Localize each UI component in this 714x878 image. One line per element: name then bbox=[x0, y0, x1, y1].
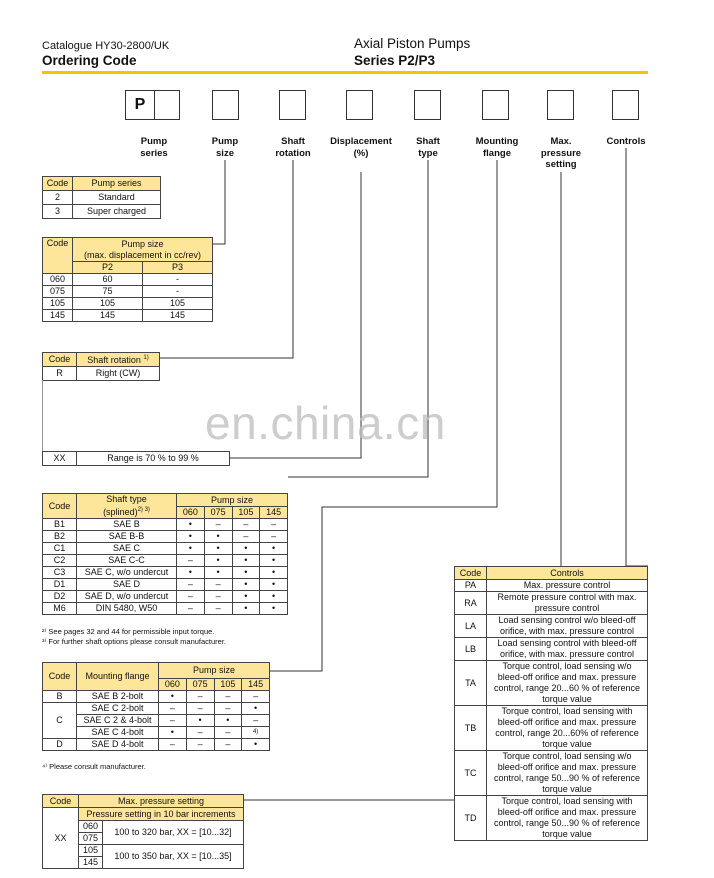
table-cell: • bbox=[260, 591, 288, 603]
table-cell: XX bbox=[43, 808, 79, 869]
table-cell: SAE C, w/o undercut bbox=[77, 567, 177, 579]
table-cell: M6 bbox=[43, 603, 77, 615]
footnote: ³⁾ For further shaft options please consult manufacturer. bbox=[42, 637, 227, 646]
table-cell: 075 bbox=[43, 286, 73, 298]
table-cell: 105 bbox=[43, 298, 73, 310]
table-cell: – bbox=[186, 703, 214, 715]
table-cell: 105 bbox=[73, 298, 143, 310]
table-cell: 145 bbox=[79, 857, 103, 869]
table-cell: RA bbox=[455, 592, 487, 615]
table-cell: • bbox=[204, 555, 232, 567]
table-cell: – bbox=[242, 715, 270, 727]
table-cell: • bbox=[204, 567, 232, 579]
table-cell: 060 bbox=[79, 821, 103, 833]
table-cell: SAE B-B bbox=[77, 531, 177, 543]
label-controls: Controls bbox=[606, 136, 646, 147]
footnote: ⁴⁾ Please consult manufacturer. bbox=[42, 762, 146, 771]
table-header bbox=[77, 353, 160, 367]
table-header-text: Shaft rotation bbox=[87, 355, 141, 365]
table-cell: 145 bbox=[143, 310, 213, 322]
series-title: Series P2/P3 bbox=[354, 53, 436, 68]
table-cell: D bbox=[43, 739, 77, 751]
table-header-text: Shaft type (splined) bbox=[103, 494, 147, 517]
table-cell: Torque control, load sensing w/o bleed-off orifice and max. pressure control, range 20...60 % of reference torque value bbox=[487, 661, 648, 706]
table-subheader: Pressure setting in 10 bar increments bbox=[79, 808, 244, 821]
table-row bbox=[455, 796, 648, 841]
table-cell: C2 bbox=[43, 555, 77, 567]
code-box-pump-series: P bbox=[125, 90, 155, 120]
table-cell: SAE C bbox=[77, 543, 177, 555]
table-cell: TC bbox=[455, 751, 487, 796]
table-cell: Load sensing control w/o bleed-off orifice, with max. pressure control bbox=[487, 615, 648, 638]
table-subheader: 075 bbox=[204, 507, 232, 519]
label-pump-size: Pump size bbox=[211, 136, 239, 159]
table-cell: SAE D 4-bolt bbox=[77, 739, 159, 751]
table-header: Mounting flange bbox=[77, 663, 159, 691]
table-cell: C1 bbox=[43, 543, 77, 555]
table-row bbox=[455, 751, 648, 796]
table-cell: Remote pressure control with max. pressure control bbox=[487, 592, 648, 615]
table-header: Code bbox=[43, 795, 79, 808]
label-shaft-type: Shaft type bbox=[416, 136, 440, 159]
table-cell: C bbox=[43, 703, 77, 739]
label-max-pressure: Max. pressure setting bbox=[540, 136, 582, 170]
watermark: en.china.cn bbox=[205, 397, 446, 449]
table-cell: Torque control, load sensing w/o bleed-off orifice and max. pressure control, range 50...90 % of reference torque value bbox=[487, 751, 648, 796]
table-cell: SAE C 2 & 4-bolt bbox=[77, 715, 159, 727]
code-box-shaft-type bbox=[414, 90, 441, 120]
table-header: Max. pressure setting bbox=[79, 795, 244, 808]
table-cell: Torque control, load sensing with bleed-off orifice and max. pressure control, range 50...90 % of reference torque value bbox=[487, 796, 648, 841]
table-header: Code bbox=[43, 663, 77, 691]
code-box-max-pressure bbox=[547, 90, 574, 120]
code-box-mounting-flange bbox=[482, 90, 509, 120]
table-cell: 145 bbox=[73, 310, 143, 322]
table-cell: • bbox=[260, 603, 288, 615]
table-cell: – bbox=[204, 579, 232, 591]
table-border bbox=[42, 380, 43, 452]
table-cell: • bbox=[177, 567, 205, 579]
section-title: Ordering Code bbox=[42, 53, 137, 68]
table-cell: - bbox=[143, 274, 213, 286]
pump-size-table bbox=[42, 237, 213, 322]
table-cell: – bbox=[214, 739, 242, 751]
table-cell: Load sensing control with bleed-off orifice, with max. pressure control bbox=[487, 638, 648, 661]
table-cell: – bbox=[214, 703, 242, 715]
table-cell: R bbox=[43, 367, 77, 381]
table-cell: 060 bbox=[43, 274, 73, 286]
shaft-type-table bbox=[42, 493, 288, 615]
table-cell: 105 bbox=[79, 845, 103, 857]
table-subheader: P2 bbox=[73, 262, 143, 274]
table-cell: 100 to 320 bar, XX = [10...32] bbox=[103, 821, 244, 845]
table-subheader: 060 bbox=[159, 679, 187, 691]
table-cell: TA bbox=[455, 661, 487, 706]
table-cell: Torque control, load sensing with bleed-off orifice and max. pressure control, range 20...60% of reference torque value bbox=[487, 706, 648, 751]
table-cell: TB bbox=[455, 706, 487, 751]
table-row bbox=[43, 543, 288, 555]
table-cell: • bbox=[204, 531, 232, 543]
table-cell: – bbox=[159, 739, 187, 751]
table-cell: 3 bbox=[43, 205, 73, 219]
table-cell: – bbox=[204, 603, 232, 615]
label-displacement: Displacement (%) bbox=[330, 136, 392, 159]
code-box-displacement bbox=[346, 90, 373, 120]
table-row bbox=[43, 579, 288, 591]
table-cell: • bbox=[177, 531, 205, 543]
table-cell: • bbox=[242, 703, 270, 715]
table-cell: – bbox=[204, 591, 232, 603]
table-cell: – bbox=[177, 579, 205, 591]
table-row bbox=[455, 580, 648, 592]
table-cell: – bbox=[214, 727, 242, 739]
table-row bbox=[43, 591, 288, 603]
table-cell: – bbox=[177, 591, 205, 603]
table-cell: • bbox=[232, 555, 260, 567]
table-cell: • bbox=[260, 567, 288, 579]
table-header: Code bbox=[43, 177, 73, 191]
table-cell: SAE B 2-bolt bbox=[77, 691, 159, 703]
table-cell: • bbox=[159, 691, 187, 703]
table-cell: – bbox=[232, 531, 260, 543]
table-cell: – bbox=[186, 739, 214, 751]
table-cell: TD bbox=[455, 796, 487, 841]
table-cell: D2 bbox=[43, 591, 77, 603]
mounting-flange-table bbox=[42, 662, 270, 751]
footnote-ref: 2) 3) bbox=[137, 507, 150, 513]
table-row bbox=[43, 603, 288, 615]
table-cell: D1 bbox=[43, 579, 77, 591]
table-cell: SAE D bbox=[77, 579, 177, 591]
label-shaft-rotation: Shaft rotation bbox=[275, 136, 311, 159]
table-header: Code bbox=[43, 238, 73, 274]
product-title: Axial Piston Pumps bbox=[354, 36, 471, 51]
table-subheader: 075 bbox=[186, 679, 214, 691]
code-box-controls bbox=[612, 90, 639, 120]
table-row bbox=[455, 592, 648, 615]
table-cell: B bbox=[43, 691, 77, 703]
table-cell: Super charged bbox=[73, 205, 161, 219]
table-subheader: 060 bbox=[177, 507, 205, 519]
table-cell: 4) bbox=[242, 727, 270, 739]
table-cell: • bbox=[260, 579, 288, 591]
table-cell: • bbox=[214, 715, 242, 727]
shaft-rotation-table bbox=[42, 352, 160, 381]
table-cell: • bbox=[177, 519, 205, 531]
table-header: Pump size (max. displacement in cc/rev) bbox=[73, 238, 213, 262]
table-row bbox=[43, 531, 288, 543]
table-header: Code bbox=[43, 494, 77, 519]
table-header: Pump series bbox=[73, 177, 161, 191]
table-row bbox=[455, 638, 648, 661]
table-cell: B2 bbox=[43, 531, 77, 543]
table-cell: PA bbox=[455, 580, 487, 592]
table-row bbox=[43, 567, 288, 579]
table-cell: • bbox=[186, 715, 214, 727]
table-subheader: 105 bbox=[232, 507, 260, 519]
table-cell: – bbox=[159, 715, 187, 727]
table-cell: • bbox=[232, 603, 260, 615]
table-subheader: P3 bbox=[143, 262, 213, 274]
table-cell: • bbox=[177, 543, 205, 555]
table-cell: – bbox=[204, 519, 232, 531]
table-cell: SAE B bbox=[77, 519, 177, 531]
footnote-ref: 1) bbox=[143, 355, 149, 361]
table-cell: • bbox=[204, 543, 232, 555]
table-cell: • bbox=[159, 727, 187, 739]
code-box-pump-series-digit bbox=[154, 90, 180, 120]
table-row bbox=[455, 661, 648, 706]
table-cell: • bbox=[232, 579, 260, 591]
table-cell: • bbox=[260, 555, 288, 567]
displacement-table bbox=[42, 451, 230, 466]
table-row bbox=[43, 519, 288, 531]
table-cell: – bbox=[186, 691, 214, 703]
table-cell: SAE C 4-bolt bbox=[77, 727, 159, 739]
table-cell: 75 bbox=[73, 286, 143, 298]
table-cell: 100 to 350 bar, XX = [10...35] bbox=[103, 845, 244, 869]
table-cell: – bbox=[177, 555, 205, 567]
table-row bbox=[43, 555, 288, 567]
table-cell: – bbox=[260, 531, 288, 543]
table-cell: – bbox=[260, 519, 288, 531]
table-cell: SAE C 2-bolt bbox=[77, 703, 159, 715]
table-cell: Right (CW) bbox=[77, 367, 160, 381]
table-cell: – bbox=[214, 691, 242, 703]
table-subheader: 145 bbox=[242, 679, 270, 691]
table-cell: DIN 5480, W50 bbox=[77, 603, 177, 615]
table-cell: • bbox=[242, 739, 270, 751]
table-subheader: 105 bbox=[214, 679, 242, 691]
table-cell: Max. pressure control bbox=[487, 580, 648, 592]
table-cell: • bbox=[232, 591, 260, 603]
table-cell: – bbox=[159, 703, 187, 715]
table-cell: – bbox=[242, 691, 270, 703]
controls-table bbox=[454, 566, 648, 841]
table-header: Code bbox=[455, 567, 487, 580]
table-cell: – bbox=[177, 603, 205, 615]
table-cell: SAE C-C bbox=[77, 555, 177, 567]
max-pressure-table bbox=[42, 794, 244, 869]
table-cell: LB bbox=[455, 638, 487, 661]
table-cell: 2 bbox=[43, 191, 73, 205]
code-box-shaft-rotation bbox=[279, 90, 306, 120]
footnote: ²⁾ See pages 32 and 44 for permissible input torque. bbox=[42, 627, 215, 636]
table-row bbox=[455, 615, 648, 638]
table-cell: – bbox=[232, 519, 260, 531]
table-cell: Standard bbox=[73, 191, 161, 205]
table-cell: LA bbox=[455, 615, 487, 638]
catalogue-number: Catalogue HY30-2800/UK bbox=[42, 40, 170, 52]
pump-series-table bbox=[42, 176, 161, 219]
table-cell: SAE D, w/o undercut bbox=[77, 591, 177, 603]
table-cell: • bbox=[232, 543, 260, 555]
table-cell: 145 bbox=[43, 310, 73, 322]
label-mounting-flange: Mounting flange bbox=[475, 136, 519, 159]
table-cell: XX bbox=[43, 452, 77, 466]
table-cell: • bbox=[260, 543, 288, 555]
table-header bbox=[77, 494, 177, 519]
table-header: Controls bbox=[487, 567, 648, 580]
table-header: Code bbox=[43, 353, 77, 367]
code-box-pump-size bbox=[212, 90, 239, 120]
label-pump-series: Pump series bbox=[140, 136, 168, 159]
table-header: Pump size bbox=[159, 663, 270, 679]
table-cell: B1 bbox=[43, 519, 77, 531]
table-cell: Range is 70 % to 99 % bbox=[77, 452, 230, 466]
table-header: Pump size bbox=[177, 494, 288, 507]
table-cell: 075 bbox=[79, 833, 103, 845]
table-subheader: 145 bbox=[260, 507, 288, 519]
table-cell: 60 bbox=[73, 274, 143, 286]
table-cell: 105 bbox=[143, 298, 213, 310]
table-cell: C3 bbox=[43, 567, 77, 579]
table-cell: – bbox=[186, 727, 214, 739]
table-row bbox=[455, 706, 648, 751]
table-cell: - bbox=[143, 286, 213, 298]
table-cell: • bbox=[232, 567, 260, 579]
